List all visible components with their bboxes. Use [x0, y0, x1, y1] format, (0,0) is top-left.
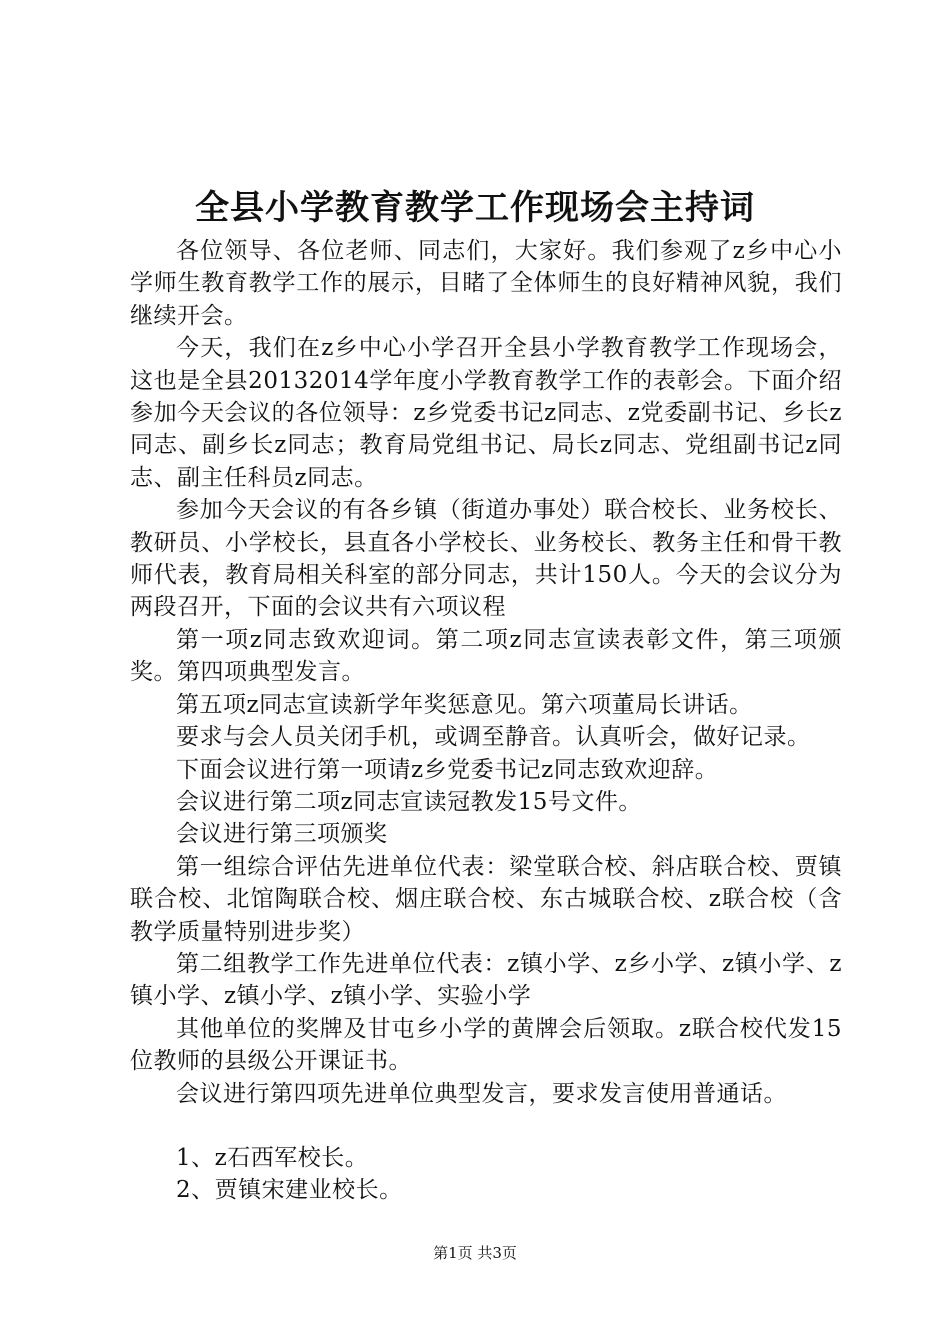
speaker-list-item: 1、z石西军校长。 [176, 1144, 369, 1171]
paragraph-greeting: 各位领导、各位老师、同志们，大家好。我们参观了z乡中心小学师生教育教学工作的展示，目睹了全体师生的良好精神风貌，我们继续开会。 [130, 238, 842, 329]
paragraph-attendees: 参加今天会议的有各乡镇（街道办事处）联合校长、业务校长、教研员、小学校长，县直各小学校长、业务校长、教务主任和骨干教师代表，教育局相关科室的部分同志，共计150人。今天的会议分为两段召开，下面的会议共有六项议程 [130, 497, 842, 621]
page-indicator: 第1页 共3页 [433, 1244, 517, 1262]
paragraph-agenda-2: 第五项z同志宣读新学年奖惩意见。第六项董局长讲话。 [176, 691, 753, 718]
paragraph-item-3: 会议进行第三项颁奖 [176, 821, 388, 848]
paragraph-requirements: 要求与会人员关闭手机，或调至静音。认真听会，做好记录。 [176, 724, 811, 751]
paragraph-other-awards: 其他单位的奖牌及甘屯乡小学的黄牌会后领取。z联合校代发15位教师的县级公开课证书。 [130, 1015, 842, 1075]
paragraph-item-4: 会议进行第四项先进单位典型发言，要求发言使用普通话。 [176, 1080, 787, 1107]
paragraph-award-group-1: 第一组综合评估先进单位代表：梁堂联合校、斜店联合校、贾镇联合校、北馆陶联合校、烟庄联合校、东古城联合校、z联合校（含教学质量特别进步奖） [130, 853, 842, 945]
document-body [130, 235, 842, 1207]
paragraph-introduction: 今天，我们在z乡中心小学召开全县小学教育教学工作现场会，这也是全县20132014学年度小学教育教学工作的表彰会。下面介绍参加今天会议的各位领导：z乡党委书记z同志、z党委副书记、乡长z同志、副乡长z同志；教育局党组书记、局长z同志、党组副书记z同志、副主任科员z同志。 [130, 335, 842, 491]
speaker-list-item: 2、贾镇宋建业校长。 [176, 1177, 403, 1204]
paragraph-item-1: 下面会议进行第一项请z乡党委书记z同志致欢迎辞。 [176, 756, 719, 783]
paragraph-award-group-2: 第二组教学工作先进单位代表：z镇小学、z乡小学、z镇小学、z镇小学、z镇小学、z镇小学、实验小学 [130, 950, 842, 1010]
paragraph-item-2: 会议进行第二项z同志宣读冠教发15号文件。 [176, 788, 642, 815]
document-title: 全县小学教育教学工作现场会主持词 [195, 188, 755, 228]
paragraph-agenda-1: 第一项z同志致欢迎词。第二项z同志宣读表彰文件，第三项颁奖。第四项典型发言。 [130, 626, 842, 686]
